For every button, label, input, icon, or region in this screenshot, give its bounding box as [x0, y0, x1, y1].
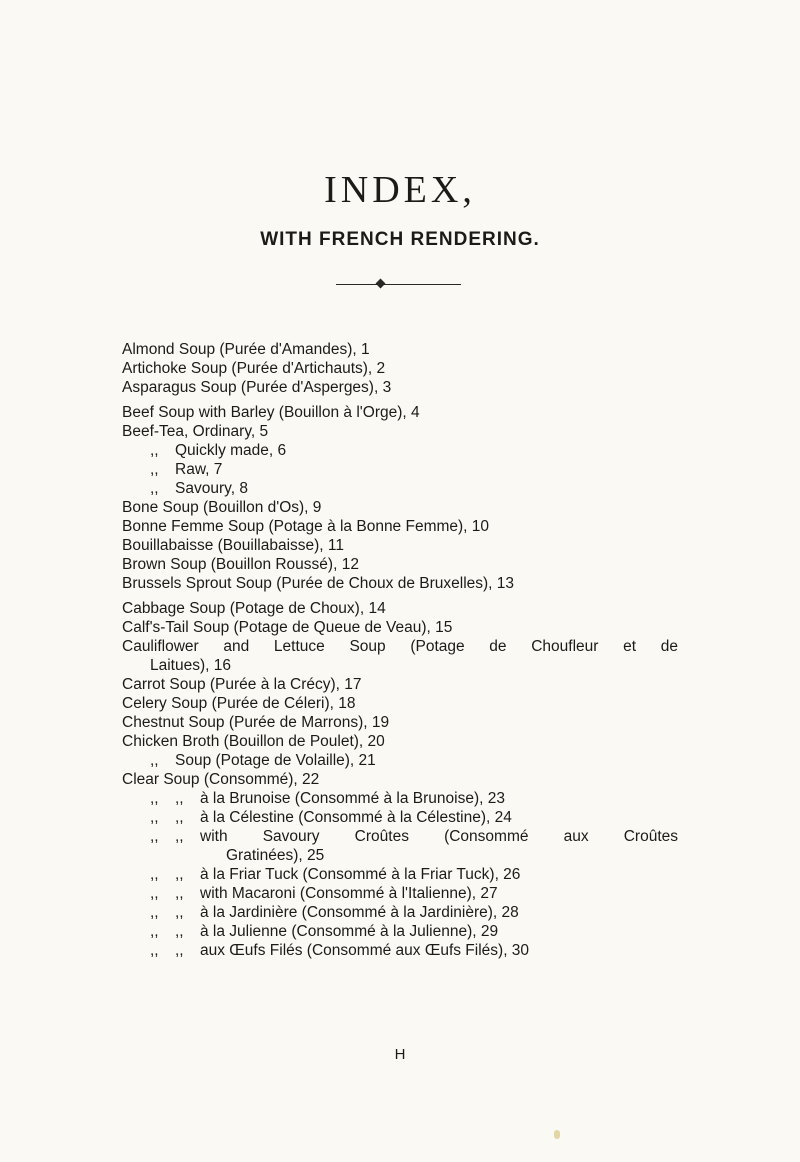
index-entry: Bouillabaisse (Bouillabaisse), 11	[122, 537, 345, 554]
index-entry: ,, ,, with Savoury Croûtes (Consommé aux Croûtes Gratinées), 25	[122, 827, 678, 865]
ditto-mark: ,,	[150, 885, 159, 902]
index-entry: Bone Soup (Bouillon d'Os), 9	[122, 499, 322, 516]
index-entry: ,, Raw, 7	[122, 460, 678, 479]
index-entry: Beef Soup with Barley (Bouillon à l'Orge), 4	[122, 404, 420, 421]
ditto-mark: ,,	[150, 923, 159, 940]
index-entry: Celery Soup (Purée de Céleri), 18	[122, 695, 356, 712]
index-entry: Carrot Soup (Purée à la Crécy), 17	[122, 676, 362, 693]
index-entry: ,, ,, aux Œufs Filés (Consommé aux Œufs Filés), 30	[122, 941, 678, 960]
index-entry: Clear Soup (Consommé), 22	[122, 771, 320, 788]
index-entry: Calf's-Tail Soup (Potage de Queue de Veau), 15	[122, 619, 453, 636]
index-entry: Artichoke Soup (Purée d'Artichauts), 2	[122, 360, 386, 377]
index-entry: Cauliflower and Lettuce Soup (Potage de Choufleur et de Laitues), 16	[122, 638, 678, 674]
index-entry: Bonne Femme Soup (Potage à la Bonne Femme), 10	[122, 518, 490, 535]
index-entry: Brown Soup (Bouillon Roussé), 12	[122, 556, 359, 573]
index-entry: Brussels Sprout Soup (Purée de Choux de Bruxelles), 13	[122, 575, 515, 592]
ditto-mark: ,,	[175, 809, 184, 826]
ditto-mark: ,,	[150, 752, 159, 769]
diamond-ornament-icon	[376, 279, 386, 289]
ditto-mark: ,,	[175, 904, 184, 921]
ditto-mark: ,,	[175, 942, 184, 959]
index-entry: ,, ,, à la Célestine (Consommé à la Célestine), 24	[122, 808, 678, 827]
index-entry: Asparagus Soup (Purée d'Asperges), 3	[122, 379, 392, 396]
ditto-mark: ,,	[175, 923, 184, 940]
ditto-mark: ,,	[150, 828, 159, 845]
ditto-mark: ,,	[150, 866, 159, 883]
index-entry: Chicken Broth (Bouillon de Poulet), 20	[122, 733, 385, 750]
ditto-mark: ,,	[175, 885, 184, 902]
paper-stain	[554, 1130, 560, 1139]
ditto-mark: ,,	[150, 809, 159, 826]
ditto-mark: ,,	[150, 480, 159, 497]
index-entry: ,, ,, à la Brunoise (Consommé à la Brunoise), 23	[122, 789, 678, 808]
index-entry: ,, Soup (Potage de Volaille), 21	[122, 751, 678, 770]
ditto-mark: ,,	[150, 904, 159, 921]
index-entry: Chestnut Soup (Purée de Marrons), 19	[122, 714, 390, 731]
index-entry: ,, ,, à la Jardinière (Consommé à la Jardinière), 28	[122, 903, 678, 922]
ditto-mark: ,,	[150, 942, 159, 959]
ornament-rule	[336, 284, 461, 285]
page-subtitle: WITH FRENCH RENDERING.	[260, 229, 540, 250]
index-entry: Almond Soup (Purée d'Amandes), 1	[122, 341, 370, 358]
index-entry: ,, Savoury, 8	[122, 479, 678, 498]
index-entry: ,, ,, à la Friar Tuck (Consommé à la Friar Tuck), 26	[122, 865, 678, 884]
index-entry: Cabbage Soup (Potage de Choux), 14	[122, 600, 386, 617]
page-title: INDEX,	[324, 169, 476, 211]
index-entry: ,, ,, à la Julienne (Consommé à la Julienne), 29	[122, 922, 678, 941]
index-entry: ,, Quickly made, 6	[122, 441, 678, 460]
index-entry: ,, ,, with Macaroni (Consommé à l'Italienne), 27	[122, 884, 678, 903]
signature-mark: H	[394, 1046, 406, 1063]
ditto-mark: ,,	[175, 828, 184, 845]
ditto-mark: ,,	[175, 866, 184, 883]
ditto-mark: ,,	[175, 790, 184, 807]
ditto-mark: ,,	[150, 790, 159, 807]
ditto-mark: ,,	[150, 461, 159, 478]
ditto-mark: ,,	[150, 442, 159, 459]
index-entry: Beef-Tea, Ordinary, 5	[122, 423, 269, 440]
index-entries	[122, 340, 678, 960]
